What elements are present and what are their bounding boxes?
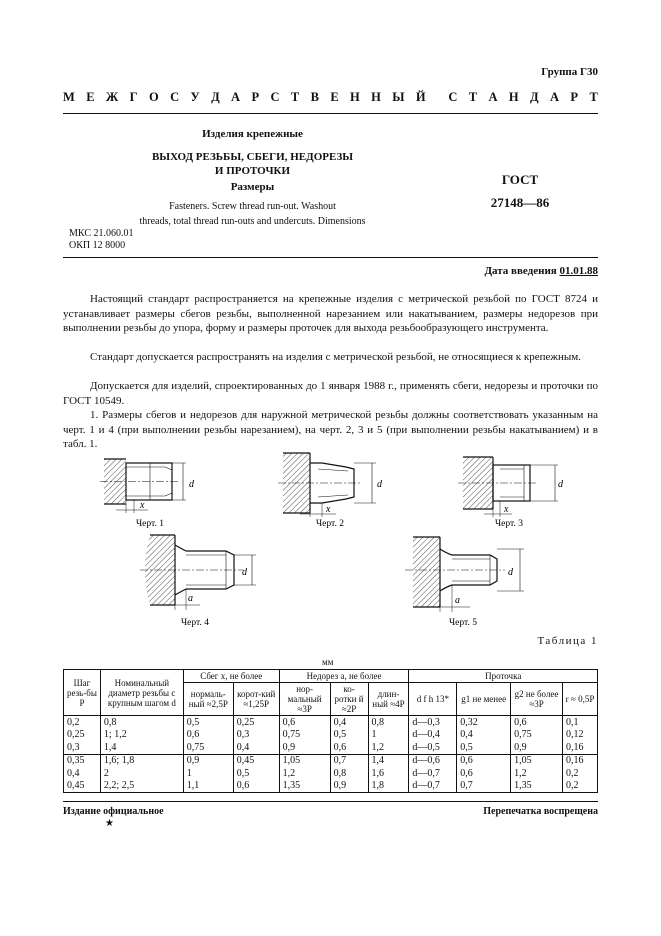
table-cell: 0,45 xyxy=(233,754,279,767)
fig2-dim-d: d xyxy=(377,479,382,490)
fig1-dim-x: x xyxy=(140,500,145,511)
table-cell: 0,8 xyxy=(330,767,368,780)
table-cell: 2 xyxy=(100,767,183,780)
table-row xyxy=(64,729,598,742)
title-english-2: threads, total thread run-outs and undercuts. Dimensions xyxy=(139,216,366,227)
table-cell: d—0,3 xyxy=(409,716,457,729)
table-cell: 1,1 xyxy=(183,780,233,793)
table-cell: 1,2 xyxy=(511,767,563,780)
table-cell: 1,4 xyxy=(368,754,409,767)
mks-code: МКС 21.060.01 xyxy=(69,228,134,239)
table-cell: 0,9 xyxy=(330,780,368,793)
table-cell: d—0,7 xyxy=(409,780,457,793)
table-cell: 0,9 xyxy=(183,754,233,767)
title-main xyxy=(110,150,395,178)
heading-letter: А xyxy=(550,90,560,104)
header-runout-short: корот-кий ≈1,25P xyxy=(233,683,279,716)
table-cell: d—0,5 xyxy=(409,741,457,754)
okp-code: ОКП 12 8000 xyxy=(69,240,126,251)
header-pitch: Шаг резь-бы P xyxy=(64,670,101,716)
table-cell: 1,05 xyxy=(511,754,563,767)
heading-letter: У xyxy=(190,90,200,104)
header-groove-r: r ≈ 0,5P xyxy=(562,683,597,716)
paragraph-scope: Настоящий стандарт распространяется на крепежные изделия с метрической резьбой по ГОСТ 8724 и устанавливает размеры сбегов резьбы, выполненной нарезанием или накатыванием, размеры недорезов при выполнении резьбы до упора, форму и размеры проточек для выхода резьбообразующего инструмента. xyxy=(63,293,598,334)
introduction-date xyxy=(484,265,598,277)
heading-letter: Ж xyxy=(105,90,119,104)
table-row xyxy=(64,716,598,729)
header-undercut-long: длин-ный ≈4P xyxy=(368,683,409,716)
table-cell: 1,35 xyxy=(511,780,563,793)
table-cell: 1,05 xyxy=(279,754,330,767)
table-cell: 0,1 xyxy=(562,716,597,729)
figures-drawing xyxy=(0,445,661,630)
table-cell: 0,12 xyxy=(562,729,597,742)
heading-letter: Н xyxy=(350,90,360,104)
heading-letter: Р xyxy=(251,90,260,104)
header-groove: Проточка xyxy=(409,670,598,683)
heading-letter: С xyxy=(170,90,180,104)
heading-letter: Г xyxy=(129,90,138,104)
table-cell: 1,35 xyxy=(279,780,330,793)
header-runout-normal: нормаль-ный ≈2,5P xyxy=(183,683,233,716)
paragraph-clause-1: 1. Размеры сбегов и недорезов для наружной метрической резьбы должны соответствовать указанным на черт. 1 и 4 (при выполнении резьбы нарезанием), на черт. 2, 3 и 5 (при выполнении резьбы накатыванием) и в табл. 1. xyxy=(63,409,598,450)
official-edition: Издание официальное xyxy=(63,806,164,817)
title-line-4: Размеры xyxy=(230,181,275,193)
table-cell: 0,6 xyxy=(183,729,233,742)
fig4-dim-d: d xyxy=(242,567,247,578)
fig3-dim-x: x xyxy=(504,504,509,515)
header-groove-df: d f h 13* xyxy=(409,683,457,716)
table-cell: d—0,4 xyxy=(409,729,457,742)
table-cell: 0,4 xyxy=(64,767,101,780)
table-cell: 0,8 xyxy=(100,716,183,729)
header-undercut: Недорез a, не более xyxy=(279,670,409,683)
fig1-dim-d: d xyxy=(189,479,194,490)
header-rule xyxy=(63,113,598,114)
heading-letter: М xyxy=(63,90,75,104)
table-cell: 0,25 xyxy=(64,729,101,742)
table-cell: 0,7 xyxy=(330,754,368,767)
header-undercut-short: ко-ротки й ≈2P xyxy=(330,683,368,716)
table-cell: 0,9 xyxy=(511,741,563,754)
table-cell: 0,9 xyxy=(279,741,330,754)
star-icon: ★ xyxy=(105,818,114,829)
table-cell: 1,6; 1,8 xyxy=(100,754,183,767)
table-cell: d—0,7 xyxy=(409,767,457,780)
header-nominal-diameter: Номинальный диаметр резьбы с крупным шагом d xyxy=(100,670,183,716)
gost-number: 27148—86 xyxy=(490,195,550,210)
table-cell: 0,25 xyxy=(233,716,279,729)
table-cell: 0,5 xyxy=(233,767,279,780)
table-cell: d—0,6 xyxy=(409,754,457,767)
caption-fig-3: Черт. 3 xyxy=(495,519,523,529)
gost-label: ГОСТ xyxy=(501,172,539,187)
title-english xyxy=(110,199,395,229)
reprint-prohibited: Перепечатка воспрещена xyxy=(483,806,598,817)
title-line-2: ВЫХОД РЕЗЬБЫ, СБЕГИ, НЕДОРЕЗЫ xyxy=(151,151,354,163)
table-cell: 0,7 xyxy=(457,780,511,793)
classification-codes xyxy=(69,228,133,252)
table-cell: 1 xyxy=(368,729,409,742)
title-line-3: И ПРОТОЧКИ xyxy=(214,165,291,177)
table-cell: 2,2; 2,5 xyxy=(100,780,183,793)
table-cell: 0,6 xyxy=(457,767,511,780)
heading-letter: Д xyxy=(530,90,539,104)
fig2-dim-x: x xyxy=(326,504,331,515)
table-cell: 0,5 xyxy=(183,716,233,729)
heading-letter: В xyxy=(310,90,319,104)
paragraph-extension: Стандарт допускается распространять на изделия с метрической резьбой, не относящиеся к крепежным. xyxy=(90,351,581,363)
table-cell: 0,3 xyxy=(233,729,279,742)
heading-letter: Й xyxy=(415,90,426,104)
heading-letter: Т xyxy=(589,90,598,104)
heading-letter: А xyxy=(488,90,498,104)
title-english-1: Fasteners. Screw thread run-out. Washout xyxy=(169,201,336,212)
heading-letter: А xyxy=(231,90,241,104)
table-row xyxy=(64,754,598,767)
table-cell: 1,8 xyxy=(368,780,409,793)
table-row xyxy=(64,780,598,793)
header-groove-g2: g2 не более ≈3P xyxy=(511,683,563,716)
table-cell: 0,5 xyxy=(457,741,511,754)
heading-letter: Р xyxy=(570,90,579,104)
heading-letter: Т xyxy=(290,90,300,104)
table-cell: 0,35 xyxy=(64,754,101,767)
table-cell: 1 xyxy=(183,767,233,780)
heading-letter: Ы xyxy=(392,90,405,104)
table-cell: 1,6 xyxy=(368,767,409,780)
table-cell: 0,45 xyxy=(64,780,101,793)
heading-letter: С xyxy=(448,90,458,104)
table-name: Таблица 1 xyxy=(537,635,598,647)
caption-fig-1: Черт. 1 xyxy=(136,519,164,529)
codes-rule xyxy=(63,257,598,258)
heading-letter: Т xyxy=(468,90,478,104)
table-units: мм xyxy=(322,657,334,667)
table-cell: 0,4 xyxy=(330,716,368,729)
table-cell: 0,16 xyxy=(562,741,597,754)
date-value: 01.01.88 xyxy=(559,265,598,277)
table-cell: 0,2 xyxy=(562,780,597,793)
table-cell: 0,2 xyxy=(562,767,597,780)
caption-fig-2: Черт. 2 xyxy=(316,519,344,529)
header-groove-g1: g1 не менее xyxy=(457,683,511,716)
fig4-dim-a: a xyxy=(188,593,193,604)
table-cell: 0,8 xyxy=(368,716,409,729)
group-code: Группа Г30 xyxy=(541,66,598,78)
figure-5 xyxy=(405,537,524,612)
header-runout: Сбег x, не более xyxy=(183,670,279,683)
fig5-dim-d: d xyxy=(508,567,513,578)
table-cell: 0,75 xyxy=(279,729,330,742)
heading-letter: С xyxy=(270,90,280,104)
table-row xyxy=(64,767,598,780)
table-cell: 1; 1,2 xyxy=(100,729,183,742)
table-cell: 1,4 xyxy=(100,741,183,754)
table-cell: 0,2 xyxy=(64,716,101,729)
header-undercut-normal: нор-мальный ≈3P xyxy=(279,683,330,716)
table-cell: 0,6 xyxy=(330,741,368,754)
heading-letter: Н xyxy=(508,90,519,104)
interstate-standard-heading xyxy=(63,90,598,105)
figure-4 xyxy=(140,535,256,610)
heading-letter: Д xyxy=(211,90,220,104)
heading-letter: Е xyxy=(86,90,95,104)
table-cell: 1,2 xyxy=(368,741,409,754)
table-cell: 0,6 xyxy=(511,716,563,729)
table-1 xyxy=(63,669,598,793)
heading-letter: О xyxy=(148,90,159,104)
table-cell: 0,16 xyxy=(562,754,597,767)
title-line-1: Изделия крепежные xyxy=(202,128,303,140)
table-cell: 0,4 xyxy=(233,741,279,754)
fig5-dim-a: a xyxy=(455,595,460,606)
table-cell: 1,2 xyxy=(279,767,330,780)
table-cell: 0,3 xyxy=(64,741,101,754)
table-cell: 0,32 xyxy=(457,716,511,729)
table-cell: 0,75 xyxy=(183,741,233,754)
footer-rule xyxy=(63,801,598,802)
table-cell: 0,6 xyxy=(233,780,279,793)
table-cell: 0,5 xyxy=(330,729,368,742)
fig3-dim-d: d xyxy=(558,479,563,490)
table-cell: 0,75 xyxy=(511,729,563,742)
paragraph-legacy: Допускается для изделий, спроектированных до 1 января 1988 г., применять сбеги, недорезы и проточки по ГОСТ 10549. xyxy=(63,380,598,407)
heading-letter: Е xyxy=(330,90,339,104)
table-cell: 0,6 xyxy=(457,754,511,767)
date-label: Дата введения xyxy=(484,265,560,277)
heading-letter: Н xyxy=(371,90,381,104)
caption-fig-5: Черт. 5 xyxy=(449,618,477,628)
table-row xyxy=(64,741,598,754)
table-cell: 0,4 xyxy=(457,729,511,742)
table-cell: 0,6 xyxy=(279,716,330,729)
caption-fig-4: Черт. 4 xyxy=(181,618,209,628)
